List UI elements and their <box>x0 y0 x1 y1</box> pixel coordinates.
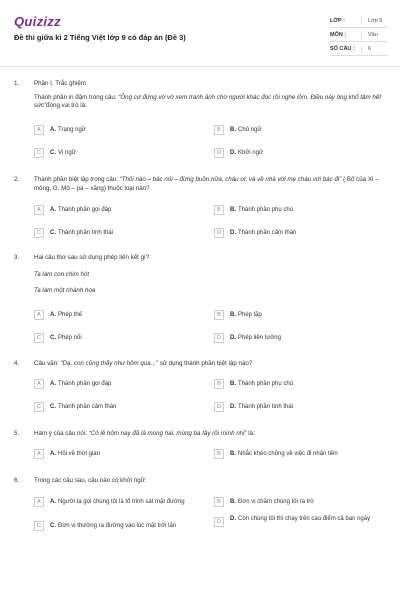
option-letter: A <box>34 379 44 389</box>
option-letter: D <box>214 333 224 343</box>
meta-table <box>330 14 388 56</box>
option-letter: D <box>214 517 224 527</box>
option-text: Trạng ngữ <box>58 127 86 133</box>
option-text: Đơn vị thường ra đường vào lúc mặt trời lặn <box>58 523 177 529</box>
question-number: 3. <box>14 254 20 261</box>
header-divider <box>0 66 400 67</box>
question-stem: Hai câu thơ sau sử dụng phép liên kết gì? <box>34 254 150 261</box>
option-c[interactable] <box>34 331 82 345</box>
option-a[interactable] <box>34 377 111 391</box>
option-label: A. <box>50 127 56 133</box>
option-letter: B <box>214 125 224 135</box>
option-text: Thành phần phụ chú <box>238 207 294 213</box>
option-letter: A <box>34 125 44 135</box>
meta-value: 6 <box>361 46 388 52</box>
option-text: Phép liên tưởng <box>238 335 281 341</box>
option-d[interactable] <box>214 400 293 414</box>
meta-value: Văn <box>361 32 388 38</box>
question-number: 2. <box>14 176 20 183</box>
stem-text: sử dụng thành phần biệt lập nào? <box>159 360 253 367</box>
meta-value: Lớp 9 <box>361 18 388 24</box>
poem-line: Ta làm một nhành hoa <box>34 287 96 294</box>
option-b[interactable] <box>214 203 293 217</box>
option-label: C. <box>50 150 56 156</box>
option-text: Phép thế <box>58 312 83 318</box>
option-text: Khởi ngữ <box>238 150 263 156</box>
stem-text: đóng vai trò là: <box>46 102 87 109</box>
option-label: B. <box>230 381 236 387</box>
meta-row-subject <box>330 28 388 42</box>
question-stem <box>34 360 384 369</box>
option-label: B. <box>230 127 236 133</box>
stem-quote: “Thôi nào – bác nói – đừng buồn nữa, cháu ơi, và về nhà với mẹ cháu với bác đi” <box>119 176 342 183</box>
option-letter: A <box>34 497 44 507</box>
option-content <box>230 515 380 523</box>
option-a[interactable] <box>34 308 82 322</box>
option-d[interactable] <box>214 331 281 345</box>
stem-quote: “Ông cứ đứng vờ vờ xem tranh ảnh chờ người khác đọc rồi nghe lỏm. Điều này ông khổ tâm hết sức” <box>34 93 381 109</box>
option-text: Chủ ngữ <box>238 127 262 133</box>
stem-quote: “Có lẽ hôm nay đã là mùng hai, mùng ba tây rồi mình nhỉ” <box>88 430 247 437</box>
option-letter: D <box>214 228 224 238</box>
stem-text: Thành phần in đậm trong câu: <box>34 93 119 101</box>
option-letter: C <box>34 402 44 412</box>
option-text: Thành phần tình thái <box>58 230 114 236</box>
option-label: A. <box>50 499 56 505</box>
poem-line: Ta làm con chim hót <box>34 270 90 278</box>
option-text: Nhắc khéo chồng về việc đi nhận tiền <box>238 451 338 457</box>
meta-row-class <box>330 14 388 28</box>
question-number: 1. <box>14 80 20 87</box>
option-label: B. <box>230 312 236 318</box>
option-a[interactable] <box>34 203 111 217</box>
option-label: C. <box>50 523 56 529</box>
option-letter: A <box>34 205 44 215</box>
question-stem <box>34 94 384 111</box>
option-label: B. <box>230 499 236 505</box>
option-text: Thành phần gọi đáp <box>58 207 112 213</box>
question-number: 4. <box>14 360 20 367</box>
option-text: Thành phần cảm thán <box>238 230 297 236</box>
meta-key: SỐ CÂU : <box>330 45 355 52</box>
option-letter: C <box>34 521 44 531</box>
option-letter: C <box>34 228 44 238</box>
option-letter: A <box>34 310 44 320</box>
option-text: Đơn vị chăm chúng tôi ra trò <box>238 499 314 505</box>
question-stem: Trong các câu sau, câu nào có khởi ngữ: <box>34 477 147 484</box>
question-number: 6. <box>14 477 20 484</box>
stem-text: Thành phần biệt lập trong câu: <box>34 176 120 183</box>
option-d[interactable] <box>214 226 296 240</box>
stem-text: Câu văn: <box>34 360 61 367</box>
option-a[interactable] <box>34 495 185 509</box>
stem-text: ( Bố của Xi – mông, G. Mô – pa – xăng) thuộc loại nào? <box>34 176 379 192</box>
option-letter: B <box>214 310 224 320</box>
option-text: Hỏi về thời gian <box>58 451 100 457</box>
option-text: Phép nối <box>58 335 82 341</box>
option-b[interactable] <box>214 377 293 391</box>
stem-text: Hàm ý của câu nói: <box>34 430 89 437</box>
option-letter: A <box>34 449 44 459</box>
option-letter: D <box>214 402 224 412</box>
option-label: A. <box>50 381 56 387</box>
option-d[interactable] <box>214 146 263 160</box>
meta-key: MÔN : <box>330 31 347 38</box>
option-text: Thành phần cảm thán <box>58 404 117 410</box>
option-text: Còn chúng tôi thì chạy trên cao điểm cả ban ngày <box>238 516 371 522</box>
option-c[interactable] <box>34 226 113 240</box>
option-b[interactable] <box>214 123 261 137</box>
option-label: B. <box>230 207 236 213</box>
option-label: D. <box>230 516 236 522</box>
option-letter: C <box>34 148 44 158</box>
option-label: D. <box>230 230 236 236</box>
option-text: Vị ngữ <box>58 150 76 156</box>
option-label: C. <box>50 404 56 410</box>
option-text: Thành phần phụ chú <box>238 381 294 387</box>
page-title: Đề thi giữa kì 2 Tiếng Việt lớp 9 có đáp án (Đề 3) <box>14 33 186 42</box>
option-d[interactable] <box>214 515 384 537</box>
meta-row-count <box>330 42 388 56</box>
option-a[interactable] <box>34 123 86 137</box>
option-label: D. <box>230 335 236 341</box>
option-letter: B <box>214 205 224 215</box>
option-letter: C <box>34 333 44 343</box>
option-label: A. <box>50 312 56 318</box>
option-b[interactable] <box>214 495 314 509</box>
option-label: D. <box>230 150 236 156</box>
option-text: Thành phần tình thái <box>238 404 294 410</box>
option-letter: D <box>214 148 224 158</box>
meta-key: LỚP : <box>330 17 345 24</box>
option-label: C. <box>50 230 56 236</box>
option-c[interactable] <box>34 146 76 160</box>
option-label: A. <box>50 207 56 213</box>
option-a[interactable] <box>34 447 100 461</box>
stem-text: là: <box>248 430 255 437</box>
option-text: Thành phần gọi đáp <box>58 381 112 387</box>
option-label: A. <box>50 451 56 457</box>
option-label: C. <box>50 335 56 341</box>
question-stem <box>34 176 384 193</box>
option-b[interactable] <box>214 447 338 461</box>
quizizz-logo: Quizizz <box>14 14 61 29</box>
option-label: D. <box>230 404 236 410</box>
option-letter: B <box>214 497 224 507</box>
option-c[interactable] <box>34 519 176 533</box>
option-letter: B <box>214 379 224 389</box>
section-title: Phần I. Trắc ghiệm <box>34 80 86 87</box>
option-label: B. <box>230 451 236 457</box>
option-text: Người ta gọi chúng tôi là tổ trinh sát mặt đường <box>58 499 185 505</box>
option-c[interactable] <box>34 400 116 414</box>
option-letter: B <box>214 449 224 459</box>
question-stem <box>34 430 384 439</box>
option-text: Phép lặp <box>238 312 262 318</box>
stem-quote: “Dạ, con cũng thấy như hôm qua...” <box>60 360 158 367</box>
option-b[interactable] <box>214 308 262 322</box>
question-number: 5. <box>14 430 20 437</box>
